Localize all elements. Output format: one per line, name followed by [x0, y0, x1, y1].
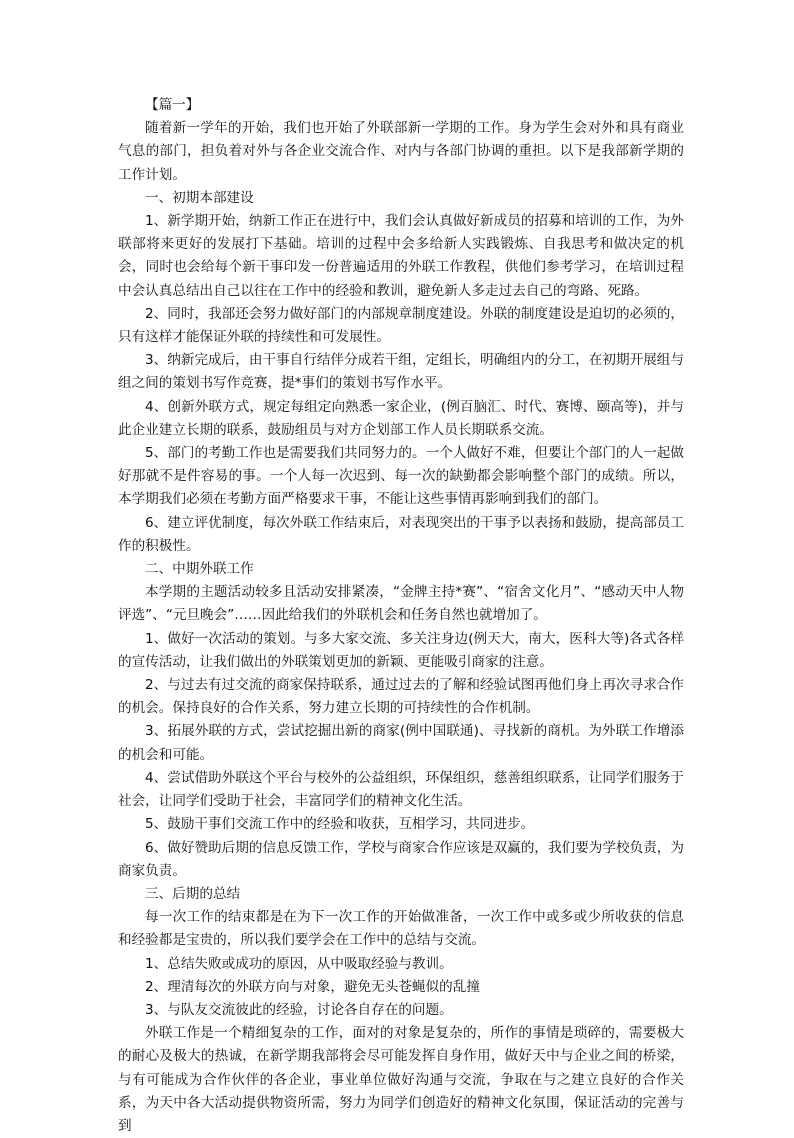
section-heading-1: 一、初期本部建设 — [145, 189, 254, 206]
section2-item-1: 1、做好一次活动的策划。与多大家交流、多关注身边(例天大，南大，医科大等)各式各样的宣传活动，让我们做出的外联策划更加的新颖、更能吸引商家的注意。 — [118, 630, 684, 670]
section1-item-4: 4、创新外联方式，规定每组定向熟悉一家企业，(例百脑汇、时代、赛博、颐高等)，并与此企业建立长期的联系，鼓励组员与对方企划部工作人员长期联系交流。 — [118, 398, 684, 438]
section2-item-3: 3、拓展外联的方式，尝试挖掘出新的商家(例中国联通)、寻找新的商机。为外联工作增添的机会和可能。 — [118, 723, 684, 763]
section1-item-6: 6、建立评优制度，每次外联工作结束后，对表现突出的干事予以表扬和鼓励，提高部员工作的积极性。 — [118, 514, 684, 554]
section3-item-2: 2、理清每次的外联方向与对象，避免无头苍蝇似的乱撞 — [145, 978, 480, 995]
closing-paragraph: 外联工作是一个精细复杂的工作，面对的对象是复杂的，所作的事情是琐碎的，需要极大的耐心及极大的热诚，在新学期我部将会尽可能发挥自身作用，做好天中与企业之间的桥梁，与有可能成为合作伙伴的各企业，事业单位做好沟通与交流，争取在与之建立良好的合作关系，为天中各大活动提供物资所需，努力为同学们创造好的精神文化氛围，保证活动的完善与到 — [118, 1025, 684, 1134]
section2-item-5: 5、鼓励干事们交流工作中的经验和收获，互相学习，共同进步。 — [145, 816, 535, 833]
section1-item-2: 2、同时，我部还会努力做好部门的内部规章制度建设。外联的制度建设是迫切的必须的，只有这样才能保证外联的持续性和可发展性。 — [118, 305, 684, 346]
section2-item-6: 6、做好赞助后期的信息反馈工作，学校与商家合作应该是双赢的，我们要为学校负责，为商家负责。 — [118, 839, 684, 879]
section2-intro: 本学期的主题活动较多且活动安排紧凑，“金牌主持*赛”、“宿舍文化月”、“感动天中人物评选”、“元旦晚会”……因此给我们的外联机会和任务自然也就增加了。 — [118, 584, 684, 624]
section1-item-3: 3、纳新完成后，由干事自行结伴分成若干组，定组长，明确组内的分工，在初期开展组与组之间的策划书写作竞赛，提*事们的策划书写作水平。 — [118, 352, 684, 392]
section2-item-4: 4、尝试借助外联这个平台与校外的公益组织，环保组织，慈善组织联系，让同学们服务于社会，让同学们受助于社会，丰富同学们的精神文化生活。 — [118, 769, 684, 810]
section3-intro: 每一次工作的结束都是在为下一次工作的开始做准备，一次工作中或多或少所收获的信息和经验都是宝贵的，所以我们要学会在工作中的总结与交流。 — [118, 909, 684, 949]
section3-item-1: 1、总结失败或成功的原因，从中吸取经验与教训。 — [145, 955, 453, 972]
section3-item-3: 3、与队友交流彼此的经验，讨论各自存在的问题。 — [145, 1001, 453, 1018]
section1-item-1: 1、新学期开始，纳新工作正在进行中，我们会认真做好新成员的招募和培训的工作，为外联部将来更好的发展打下基础。培训的过程中会多给新人实践锻炼、自我思考和做决定的机会，同时也会给每个新干事印发一份普遍适用的外联工作教程，供他们参考学习，在培训过程中会认真总结出自己以往在工作中的经验和教训，避免新人多走过去自己的弯路、死路。 — [118, 213, 684, 299]
section-heading-2: 二、中期外联工作 — [145, 561, 254, 578]
section-heading-3: 三、后期的总结 — [145, 885, 241, 902]
intro-paragraph: 随着新一学年的开始，我们也开始了外联部新一学期的工作。身为学生会对外和具有商业气息的部门，担负着对外与各企业交流合作、对内与各部门协调的重担。以下是我部新学期的工作计划。 — [118, 120, 684, 183]
section1-item-5: 5、部门的考勤工作也是需要我们共同努力的。一个人做好不难，但要让个部门的人一起做好那就不是件容易的事。一个人每一次迟到、每一次的缺勤都会影响整个部门的成绩。所以，本学期我们必须在考勤方面严格要求干事，不能让这些事情再影响到我们的部门。 — [118, 445, 684, 508]
document-body — [118, 94, 684, 1138]
section2-item-2: 2、与过去有过交流的商家保持联系，通过过去的了解和经验试图再他们身上再次寻求合作的机会。保持良好的合作关系，努力建立长期的可持续性的合作机制。 — [118, 677, 684, 717]
document-title: 【篇一】 — [145, 97, 200, 113]
